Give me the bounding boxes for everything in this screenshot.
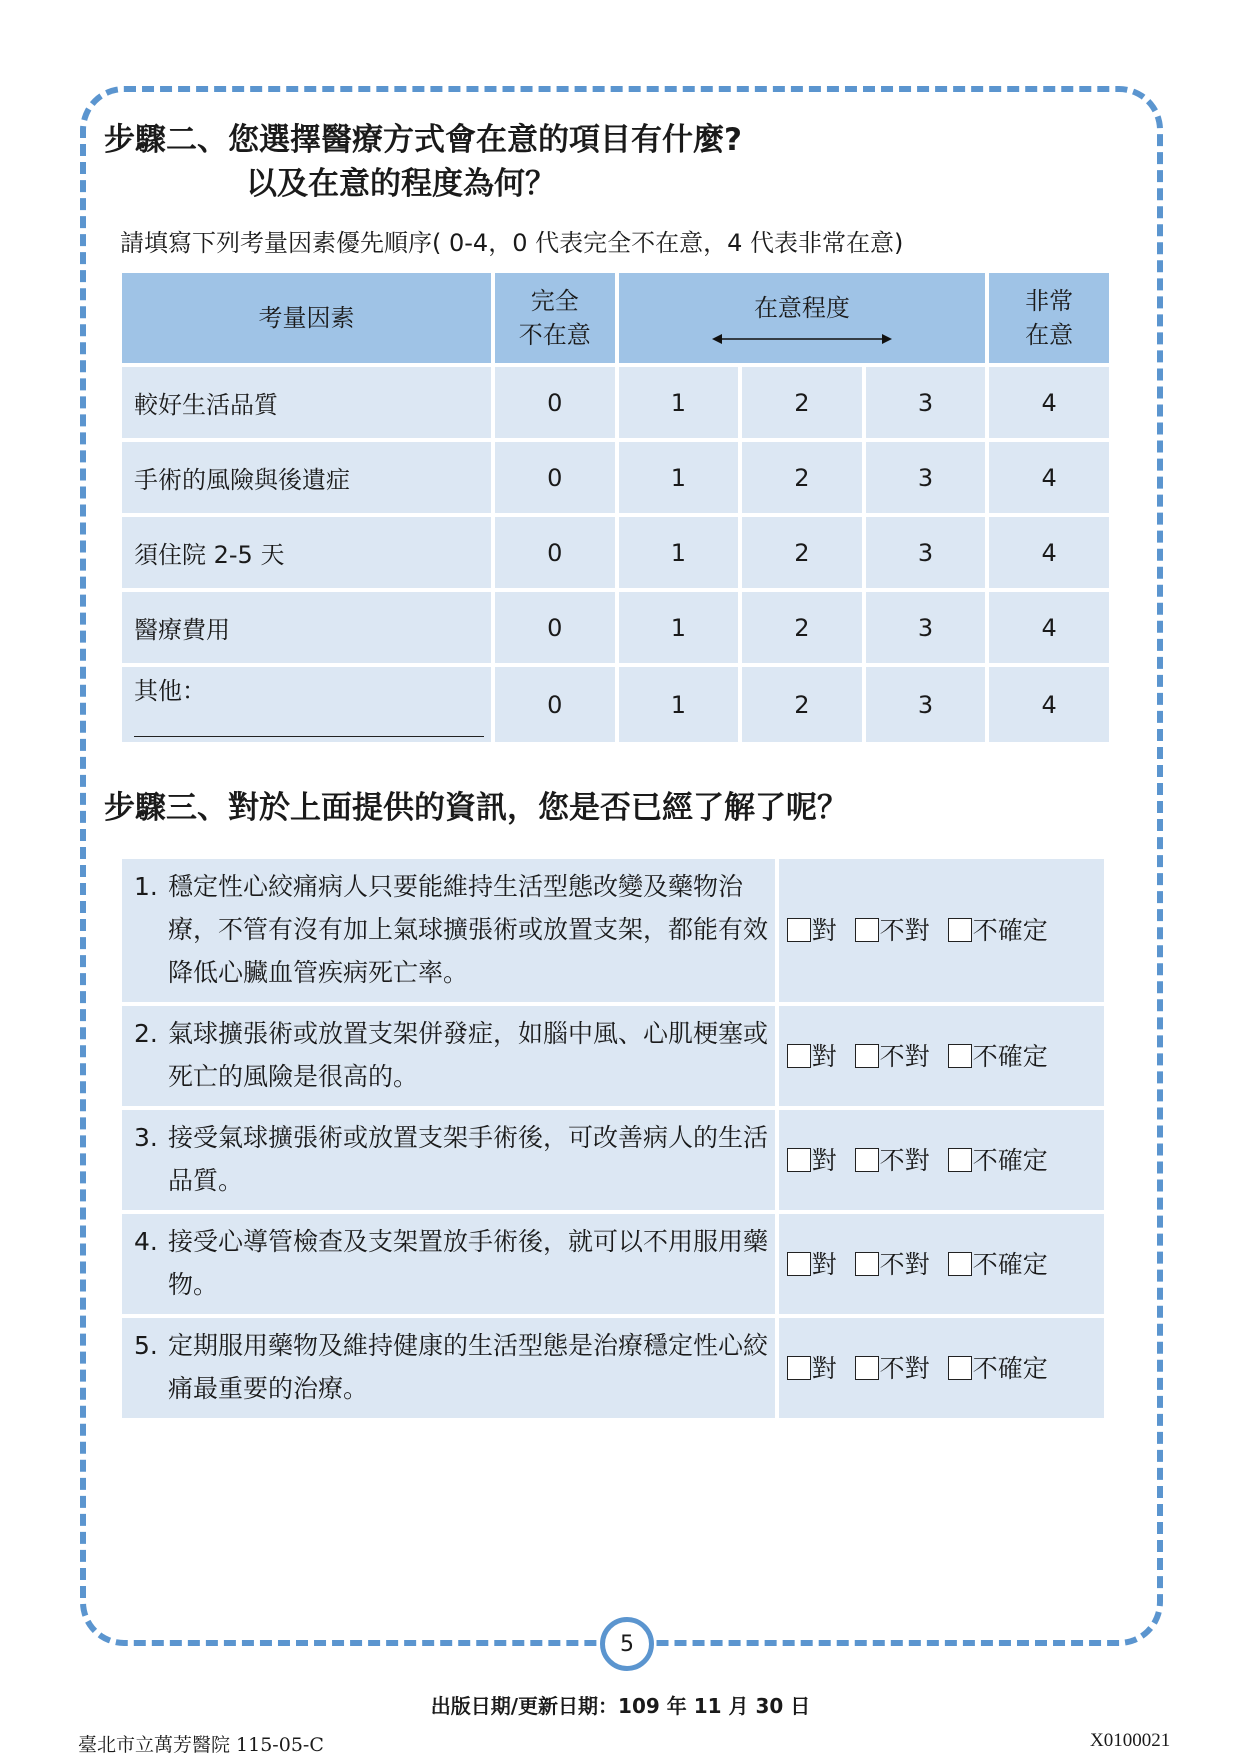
rating-row bbox=[122, 517, 1109, 588]
header-not-care-text: 完全 不在意 bbox=[518, 287, 591, 349]
section2-instruction: 請填寫下列考量因素優先順序( 0-4，0 代表完全不在意，4 代表非常在意) bbox=[120, 229, 904, 257]
header-very-care bbox=[989, 273, 1109, 363]
rating-score-cell[interactable]: 4 bbox=[989, 592, 1109, 663]
header-very-care-text: 非常 在意 bbox=[1025, 287, 1074, 349]
option-label: 不確定 bbox=[972, 916, 1048, 945]
option-false[interactable] bbox=[855, 1243, 930, 1286]
rating-header-row bbox=[122, 273, 1109, 363]
rating-score-cell[interactable]: 1 bbox=[619, 442, 739, 513]
option-label: 不對 bbox=[879, 1145, 930, 1175]
quiz-options-cell bbox=[779, 859, 1104, 1002]
rating-score-cell[interactable]: 3 bbox=[866, 442, 986, 513]
rating-row bbox=[122, 442, 1109, 513]
rating-factor-cell bbox=[122, 442, 491, 513]
quiz-statement-cell bbox=[122, 1318, 775, 1418]
option-label: 對 bbox=[811, 1249, 837, 1279]
rating-factor-label: 較好生活品質 bbox=[134, 391, 278, 419]
rating-factor-label: 須住院 2-5 天 bbox=[134, 541, 285, 569]
checkbox-icon[interactable] bbox=[855, 1148, 879, 1172]
option-unsure[interactable] bbox=[948, 1139, 1048, 1182]
rating-factor-cell bbox=[122, 592, 491, 663]
option-true[interactable] bbox=[787, 909, 837, 952]
quiz-statement-cell bbox=[122, 1110, 775, 1210]
statement-number: 2. bbox=[134, 1019, 158, 1048]
option-false[interactable] bbox=[855, 1035, 930, 1078]
option-unsure[interactable] bbox=[948, 1347, 1048, 1390]
rating-factor-label: 醫療費用 bbox=[134, 616, 230, 644]
rating-score-cell[interactable]: 1 bbox=[619, 667, 739, 742]
option-label: 不確定 bbox=[972, 1145, 1048, 1175]
rating-score-cell[interactable]: 1 bbox=[619, 517, 739, 588]
rating-score-cell[interactable]: 0 bbox=[495, 667, 615, 742]
section2-title-line1: 步驟二、您選擇醫療方式會在意的項目有什麼? bbox=[104, 122, 742, 158]
checkbox-icon[interactable] bbox=[787, 1148, 811, 1172]
option-label: 不確定 bbox=[972, 1041, 1048, 1071]
rating-score-cell[interactable]: 4 bbox=[989, 667, 1109, 742]
checkbox-icon[interactable] bbox=[948, 1148, 972, 1172]
rating-score-cell[interactable]: 1 bbox=[619, 592, 739, 663]
option-label: 對 bbox=[811, 1353, 837, 1383]
option-true[interactable] bbox=[787, 1243, 837, 1286]
checkbox-icon[interactable] bbox=[787, 1356, 811, 1380]
page-number: 5 bbox=[620, 1631, 634, 1657]
rating-score-cell[interactable]: 0 bbox=[495, 517, 615, 588]
quiz-options-cell bbox=[779, 1110, 1104, 1210]
checkbox-icon[interactable] bbox=[948, 1356, 972, 1380]
checkbox-icon[interactable] bbox=[948, 1252, 972, 1276]
rating-score-cell[interactable]: 2 bbox=[742, 442, 862, 513]
checkbox-icon[interactable] bbox=[855, 1252, 879, 1276]
rating-score-cell[interactable]: 0 bbox=[495, 442, 615, 513]
statement-number: 4. bbox=[134, 1227, 158, 1256]
header-degree bbox=[619, 273, 986, 363]
rating-factor-cell bbox=[122, 367, 491, 438]
header-degree-text: 在意程度 bbox=[753, 294, 850, 322]
rating-score-cell[interactable]: 0 bbox=[495, 367, 615, 438]
checkbox-icon[interactable] bbox=[787, 1252, 811, 1276]
option-true[interactable] bbox=[787, 1139, 837, 1182]
double-arrow-icon bbox=[712, 333, 892, 345]
quiz-row bbox=[122, 1110, 1104, 1210]
quiz-table bbox=[118, 855, 1108, 1422]
statement-text: 接受心導管檢查及支架置放手術後，就可以不用服用藥物。 bbox=[168, 1227, 769, 1299]
rating-score-cell[interactable]: 2 bbox=[742, 367, 862, 438]
option-label: 對 bbox=[811, 1041, 837, 1071]
section2-title-line2: 以及在意的程度為何？ bbox=[246, 166, 556, 202]
quiz-statement-cell bbox=[122, 859, 775, 1002]
statement-number: 5. bbox=[134, 1331, 158, 1360]
checkbox-icon[interactable] bbox=[787, 918, 811, 942]
rating-score-cell[interactable]: 4 bbox=[989, 517, 1109, 588]
publish-date: 出版日期/更新日期：109 年 11 月 30 日 bbox=[430, 1694, 811, 1718]
quiz-row bbox=[122, 1318, 1104, 1418]
rating-factor-label: 手術的風險與後遺症 bbox=[134, 466, 350, 494]
header-factor: 考量因素 bbox=[122, 273, 491, 363]
option-label: 不確定 bbox=[972, 1249, 1048, 1279]
rating-factor-label: 其他： bbox=[134, 677, 206, 705]
quiz-options-cell bbox=[779, 1318, 1104, 1418]
rating-score-cell[interactable]: 4 bbox=[989, 442, 1109, 513]
option-label: 不確定 bbox=[972, 1353, 1048, 1383]
checkbox-icon[interactable] bbox=[855, 1356, 879, 1380]
option-false[interactable] bbox=[855, 1139, 930, 1182]
option-unsure[interactable] bbox=[948, 909, 1048, 952]
rating-factor-cell bbox=[122, 517, 491, 588]
hospital-name: 臺北市立萬芳醫院 115-05-C bbox=[78, 1734, 324, 1756]
quiz-options-cell bbox=[779, 1214, 1104, 1314]
option-label: 對 bbox=[811, 1145, 837, 1175]
option-unsure[interactable] bbox=[948, 1243, 1048, 1286]
rating-score-cell[interactable]: 2 bbox=[742, 592, 862, 663]
rating-table bbox=[118, 269, 1113, 746]
rating-score-cell[interactable]: 2 bbox=[742, 517, 862, 588]
statement-text: 穩定性心絞痛病人只要能維持生活型態改變及藥物治療，不管有沒有加上氣球擴張術或放置支架，都能有效降低心臟血管疾病死亡率。 bbox=[168, 872, 769, 987]
rating-score-cell[interactable]: 3 bbox=[866, 517, 986, 588]
section3-title: 步驟三、對於上面提供的資訊，您是否已經了解了呢？ bbox=[104, 790, 848, 826]
checkbox-icon[interactable] bbox=[948, 1044, 972, 1068]
statement-number: 1. bbox=[134, 872, 158, 901]
section2-title bbox=[104, 118, 742, 206]
rating-score-cell[interactable]: 1 bbox=[619, 367, 739, 438]
statement-text: 定期服用藥物及維持健康的生活型態是治療穩定性心絞痛最重要的治療。 bbox=[168, 1331, 769, 1403]
statement-number: 3. bbox=[134, 1123, 158, 1152]
rating-score-cell[interactable]: 4 bbox=[989, 367, 1109, 438]
header-not-care bbox=[495, 273, 615, 363]
checkbox-icon[interactable] bbox=[855, 1044, 879, 1068]
statement-text: 氣球擴張術或放置支架併發症，如腦中風、心肌梗塞或死亡的風險是很高的。 bbox=[168, 1019, 769, 1091]
quiz-options-cell bbox=[779, 1006, 1104, 1106]
rating-row bbox=[122, 367, 1109, 438]
option-false[interactable] bbox=[855, 1347, 930, 1390]
option-label: 不對 bbox=[879, 1353, 930, 1383]
page-number-badge bbox=[600, 1617, 654, 1671]
option-label: 不對 bbox=[879, 1041, 930, 1071]
checkbox-icon[interactable] bbox=[948, 918, 972, 942]
quiz-row bbox=[122, 859, 1104, 1002]
option-label: 不對 bbox=[879, 1249, 930, 1279]
option-true[interactable] bbox=[787, 1347, 837, 1390]
document-code: X0100021 bbox=[1090, 1730, 1171, 1751]
rating-row bbox=[122, 592, 1109, 663]
checkbox-icon[interactable] bbox=[787, 1044, 811, 1068]
other-blank-line[interactable] bbox=[134, 710, 484, 737]
rating-factor-cell bbox=[122, 667, 491, 742]
rating-score-cell[interactable]: 3 bbox=[866, 667, 986, 742]
rating-score-cell[interactable]: 0 bbox=[495, 592, 615, 663]
statement-text: 接受氣球擴張術或放置支架手術後，可改善病人的生活品質。 bbox=[168, 1123, 769, 1195]
option-label: 不對 bbox=[879, 916, 930, 945]
quiz-statement-cell bbox=[122, 1006, 775, 1106]
rating-score-cell[interactable]: 3 bbox=[866, 592, 986, 663]
rating-row bbox=[122, 667, 1109, 742]
option-label: 對 bbox=[811, 916, 837, 945]
checkbox-icon[interactable] bbox=[855, 918, 879, 942]
option-false[interactable] bbox=[855, 909, 930, 952]
rating-score-cell[interactable]: 3 bbox=[866, 367, 986, 438]
quiz-row bbox=[122, 1214, 1104, 1314]
option-unsure[interactable] bbox=[948, 1035, 1048, 1078]
quiz-statement-cell bbox=[122, 1214, 775, 1314]
rating-score-cell[interactable]: 2 bbox=[742, 667, 862, 742]
option-true[interactable] bbox=[787, 1035, 837, 1078]
quiz-row bbox=[122, 1006, 1104, 1106]
